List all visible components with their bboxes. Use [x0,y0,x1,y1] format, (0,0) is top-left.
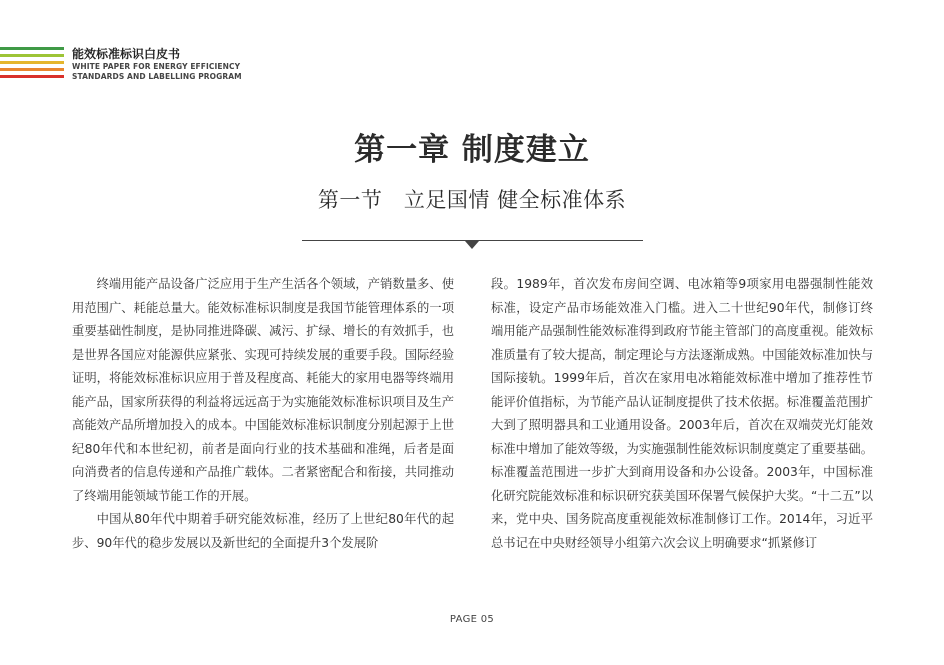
chapter-title: 第一章 制度建立 [354,132,590,168]
brand-title: 能效标准标识白皮书 [72,47,181,61]
color-stripes-logo [0,47,64,82]
brand-subtitle-line2: STANDARDS AND LABELLING PROGRAM [72,72,242,81]
paragraph-1: 终端用能产品设备广泛应用于生产生活各个领域，产销数量多、使用范围广、耗能总量大。能效标准标识制度是我国节能管理体系的一项重要基础性制度，是协同推进降碳、减污、扩绿、增长的有效抓手，也是世界各国应对能源供应紧张、实现可持续发展的重要手段。国际经验证明，将能效标准标识应用于普及程度高、耗能大的家用电器等终端用能产品，国家所获得的利益将远远高于为实施能效标准标识项目及生产高能效产品所增加投入的成本。中国能效标准标识制度分别起源于上世纪80年代和本世纪初，前者是面向行业的技术基础和准绳，后者是面向消费者的信息传递和产品推广载体。二者紧密配合和衔接，共同推动了终端用能领域节能工作的开展。 [72,277,454,503]
stripe-yellow [0,61,64,64]
paragraph-continued: 段。1989年，首次发布房间空调、电冰箱等9项家用电器强制性能效标准，设定产品市场能效准入门槛。进入二十世纪90年代，制修订终端用能产品强制性能效标准得到政府节能主管部门的高度重视。能效标准质量有了较大提高，制定理论与方法逐渐成熟。中国能效标准加快与国际接轨。1999年后，首次在家用电冰箱能效标准中增加了推荐性节能评价值指标，为节能产品认证制度提供了技术依据。标准覆盖范围扩大到了照明器具和工业通用设备。2003年后，首次在双端荧光灯能效标准中增加了能效等级，为实施强制性能效标识制度奠定了重要基础。标准覆盖范围进一步扩大到商用设备和办公设备。2003年，中国标准化研究院能效标准和标识研究获美国环保署气候保护大奖。“十二五”以来，党中央、国务院高度重视能效标准制修订工作。2014年，习近平总书记在中央财经领导小组第六次会议上明确要求“抓紧修订 [491,277,873,550]
brand-header [72,46,242,82]
stripe-lime [0,54,64,57]
left-column [72,273,454,555]
brand-subtitle-line1: WHITE PAPER FOR ENERGY EFFICIENCY [72,62,241,71]
page-number: PAGE 05 [449,614,495,625]
stripe-red [0,75,64,78]
divider-triangle-icon [465,241,479,249]
stripe-green [0,47,64,50]
right-column [491,273,873,555]
section-title: 第一节 立足国情 健全标准体系 [317,188,627,212]
stripe-orange [0,68,64,71]
paragraph-2: 中国从80年代中期着手研究能效标准，经历了上世纪80年代的起步、90年代的稳步发展以及新世纪的全面提升3个发展阶 [72,512,454,550]
